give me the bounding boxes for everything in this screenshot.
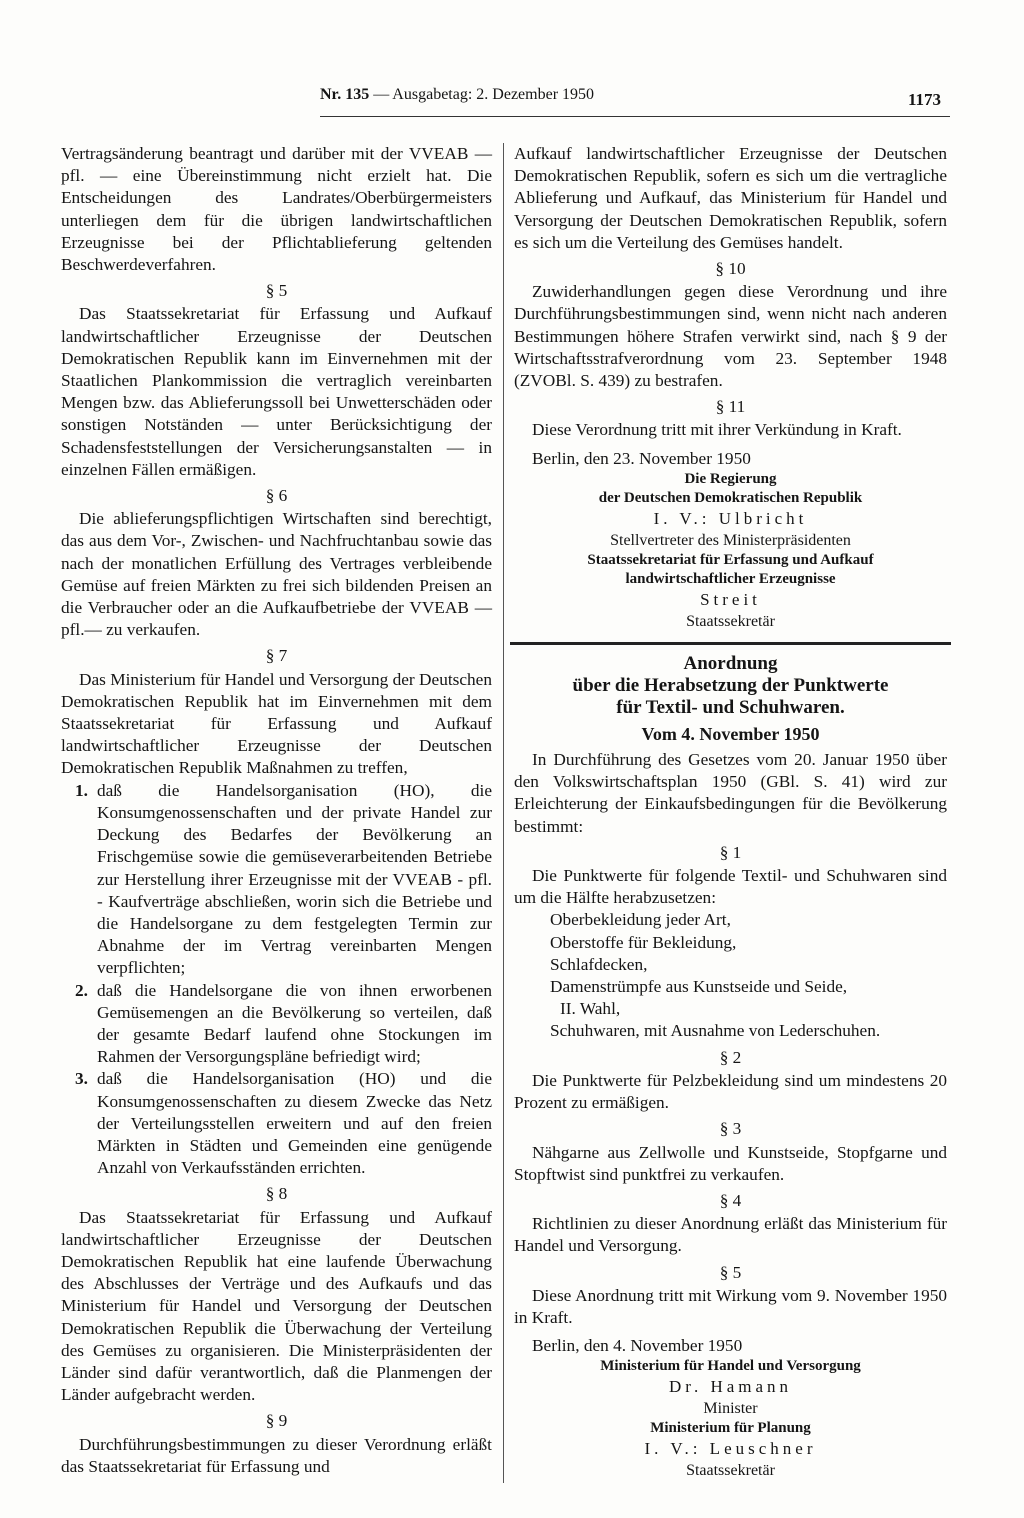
signature-authority: Ministerium für Handel und Versorgung bbox=[600, 1358, 861, 1375]
signature-role: Stellvertreter des Ministerpräsidenten bbox=[610, 531, 851, 549]
signature-name: Streit bbox=[700, 589, 761, 609]
section-7-list bbox=[61, 780, 492, 1180]
section-7-heading: § 7 bbox=[265, 646, 288, 666]
section-9-text: Durchführungsbestimmungen zu dieser Verordnung erläßt das Staatssekretariat für Erfassung und bbox=[61, 1434, 492, 1476]
section-rule bbox=[510, 642, 951, 645]
section-10-heading: § 10 bbox=[715, 259, 746, 279]
signature-authority: der Deutschen Demokratischen Republik bbox=[598, 489, 863, 506]
list-item-number: 1. bbox=[75, 780, 88, 800]
section-6-heading: § 6 bbox=[265, 486, 288, 506]
ordinance-date: Vom 4. November 1950 bbox=[641, 723, 820, 744]
ordinance-title: Anordnung bbox=[683, 652, 778, 674]
issue-date: — Ausgabetag: 2. Dezember 1950 bbox=[373, 86, 595, 103]
signature-authority: landwirtschaftlicher Erzeugnisse bbox=[625, 570, 836, 587]
list-item: Damenstrümpfe aus Kunstseide und Seide, bbox=[550, 977, 848, 997]
ordinance-title: über die Herabsetzung der Punktwerte bbox=[572, 674, 889, 696]
article-1-heading: § 1 bbox=[719, 842, 742, 862]
signature-authority: Die Regierung bbox=[684, 470, 777, 487]
signature-authority: Ministerium für Planung bbox=[650, 1420, 811, 1437]
section-9-heading: § 9 bbox=[265, 1411, 288, 1431]
section-7-text: Das Ministerium für Handel und Versorgung der Deutschen Demokratischen Republik hat im Einvernehmen mit dem Staatssekretariat für Erfassung und Aufkauf landwirtschaftlicher Erzeugnisse der Deutschen Demokratischen Republik Maßnahmen zu treffen, bbox=[61, 669, 492, 778]
section-8-heading: § 8 bbox=[265, 1184, 288, 1204]
signature-authority: Staatssekretariat für Erfassung und Aufkauf bbox=[587, 551, 874, 568]
signature-role: Minister bbox=[703, 1400, 758, 1418]
preamble: In Durchführung des Gesetzes vom 20. Januar 1950 über den Volkswirtschaftsplan 1950 (GBl. S. 41) wird zur Erleichterung der Einkaufsbedingungen für die Bevölkerung bestimmt: bbox=[514, 750, 947, 836]
goods-list bbox=[514, 909, 947, 1042]
signature-block-trade-ministry bbox=[514, 1357, 947, 1419]
header-rule bbox=[320, 116, 950, 117]
article-5-text: Diese Anordnung tritt mit Wirkung vom 9. November 1950 in Kraft. bbox=[514, 1285, 947, 1327]
article-3-text: Nähgarne aus Zellwolle und Kunstseide, Stopfgarne und Stopftwist sind punktfrei zu verkaufen. bbox=[514, 1142, 947, 1184]
article-2-text: Die Punktwerte für Pelzbekleidung sind um mindestens 20 Prozent zu ermäßigen. bbox=[514, 1070, 947, 1113]
signature-block-secretariat bbox=[514, 551, 947, 632]
page-header bbox=[0, 86, 1024, 110]
article-4-text: Richtlinien zu dieser Anordnung erläßt das Ministerium für Handel und Versorgung. bbox=[514, 1214, 947, 1256]
section-11-text: Diese Verordnung tritt mit ihrer Verkündung in Kraft. bbox=[532, 420, 902, 440]
place-date: Berlin, den 4. November 1950 bbox=[532, 1336, 743, 1356]
section-6-text: Die ablieferungspflichtigen Wirtschaften sind berechtigt, das aus dem Vor-, Zwischen- und Nachfruchtanbau sowie das nach der monatlichen Erfüllung des Vertrages verbleibende Gemüse auf freien Märkten zu frei sich bildenden Preisen an die Verbraucher oder an die Aufkaufbetriebe der VVEAB — pfl.— zu verkaufen. bbox=[61, 509, 492, 640]
signature-role: Staatssekretär bbox=[686, 1462, 775, 1480]
section-10-text: Zuwiderhandlungen gegen diese Verordnung und ihre Durchführungsbestimmungen sind, wenn nicht nach anderen Bestimmungen höhere Strafen verwirkt sind, nach § 9 der Wirtschaftsstrafverordnung vom 23. September 1948 (ZVOBl. S. 439) zu bestrafen. bbox=[514, 282, 947, 391]
section-5-heading: § 5 bbox=[265, 281, 288, 301]
ordinance-title: für Textil- und Schuhwaren. bbox=[616, 696, 845, 718]
list-item bbox=[61, 980, 492, 1069]
place-date: Berlin, den 23. November 1950 bbox=[532, 448, 751, 468]
list-item: Schuhwaren, mit Ausnahme von Lederschuhen. bbox=[550, 1021, 881, 1041]
signature-block-government bbox=[514, 470, 947, 551]
list-item-text: daß die Handelsorganisation (HO) und die Konsumgenossenschaften zu diesem Zwecke das Netz der Verteilungsstellen erweitern und auf den freien Märkten in Städten und Gemeinden eine genügende Anzahl von Verkaufsständen errichten. bbox=[97, 1069, 492, 1178]
column-divider bbox=[503, 143, 504, 1483]
signature-role: Staatssekretär bbox=[686, 612, 775, 630]
list-item-text: daß die Handelsorganisation (HO), die Konsumgenossenschaften und der private Handel zur Deckung des Bedarfes der Bevölkerung an Frischgemüse sowie die gemüseverarbeitenden Betriebe zur Herstellung ihrer Erzeugnisse mit der VVEAB - pfl. - Kaufverträge abschließen, worin sich die Betriebe und die Handelsorgane zu dem festgelegten Termin zur Abnahme der im Vertrag vereinbarten Mengen verpflichten; bbox=[97, 780, 492, 978]
list-item-number: 2. bbox=[75, 980, 88, 1000]
list-item: Oberstoffe für Bekleidung, bbox=[550, 932, 737, 952]
list-item bbox=[61, 1068, 492, 1179]
right-column bbox=[514, 143, 947, 1481]
signature-name: I. V.: Ulbricht bbox=[653, 508, 808, 528]
article-1-text: Die Punktwerte für folgende Textil- und Schuhwaren sind um die Hälfte herabzusetzen: bbox=[514, 866, 947, 908]
list-item bbox=[61, 780, 492, 980]
list-item: Oberbekleidung jeder Art, bbox=[550, 910, 731, 930]
section-11-heading: § 11 bbox=[715, 397, 746, 417]
list-item: II. Wahl, bbox=[560, 999, 621, 1019]
list-item-text: daß die Handelsorgane die von ihnen erworbenen Gemüsemengen an die Bevölkerung so verteilen, daß der gesamte Bedarf laufend ohne Stockungen im Rahmen der Versorgungspläne befriedigt wird; bbox=[97, 980, 492, 1067]
article-2-heading: § 2 bbox=[719, 1047, 742, 1067]
continued-paragraph: Vertragsänderung beantragt und darüber mit der VVEAB — pfl. — eine Übereinstimmung nicht erzielt hat. Die Entscheidungen des Landrates/Oberbürgermeisters unterliegen dem für die übrigen landwirtschaftlichen Erzeugnisse bei der Pflichtablieferung geltenden Beschwerdeverfahren. bbox=[61, 144, 492, 275]
left-column bbox=[61, 143, 492, 1478]
list-item-number: 3. bbox=[75, 1069, 88, 1089]
section-5-text: Das Staatssekretariat für Erfassung und Aufkauf landwirtschaftlicher Erzeugnisse der Deutschen Demokratischen Republik kann im Einvernehmen mit der Staatlichen Plankommission die vertraglich vereinbarten Mengen bzw. das Ablieferungssoll bei Unwetterschäden oder sonstigen Notständen — unter Berücksichtigung der Schadensfeststellungen der Versicherungsanstalten — in einzelnen Fällen ermäßigen. bbox=[61, 304, 492, 479]
header-issue-line bbox=[320, 86, 594, 104]
article-3-heading: § 3 bbox=[719, 1119, 742, 1139]
page-number: 1173 bbox=[908, 90, 942, 109]
issue-number: Nr. 135 bbox=[320, 86, 370, 103]
signature-block-planning-ministry bbox=[514, 1419, 947, 1481]
list-item: Schlafdecken, bbox=[550, 954, 648, 974]
signature-name: I. V.: Leuschner bbox=[644, 1439, 817, 1459]
article-5-heading: § 5 bbox=[719, 1262, 742, 1282]
signature-name: Dr. Hamann bbox=[668, 1377, 793, 1397]
continued-paragraph: Aufkauf landwirtschaftlicher Erzeugnisse der Deutschen Demokratischen Republik, sofern es sich um die vertragliche Ablieferung und Aufkauf, das Ministerium für Handel und Versorgung der Deutschen Demokratischen Republik, sofern es sich um die Verteilung des Gemüses handelt. bbox=[514, 144, 947, 252]
article-4-heading: § 4 bbox=[719, 1190, 742, 1210]
section-8-text: Das Staatssekretariat für Erfassung und Aufkauf landwirtschaftlicher Erzeugnisse der Deutschen Demokratischen Republik hat eine laufende Überwachung des Abschlusses der Verträge und des Aufkaufs und das Ministerium für Handel und Versorgung der Deutschen Demokratischen Republik die Überwachung der Verteilung des Gemüses zu organisieren. Die Ministerpräsidenten der Länder sind dafür verantwortlich, daß die Planmengen der Länder aufgebracht werden. bbox=[61, 1207, 492, 1405]
